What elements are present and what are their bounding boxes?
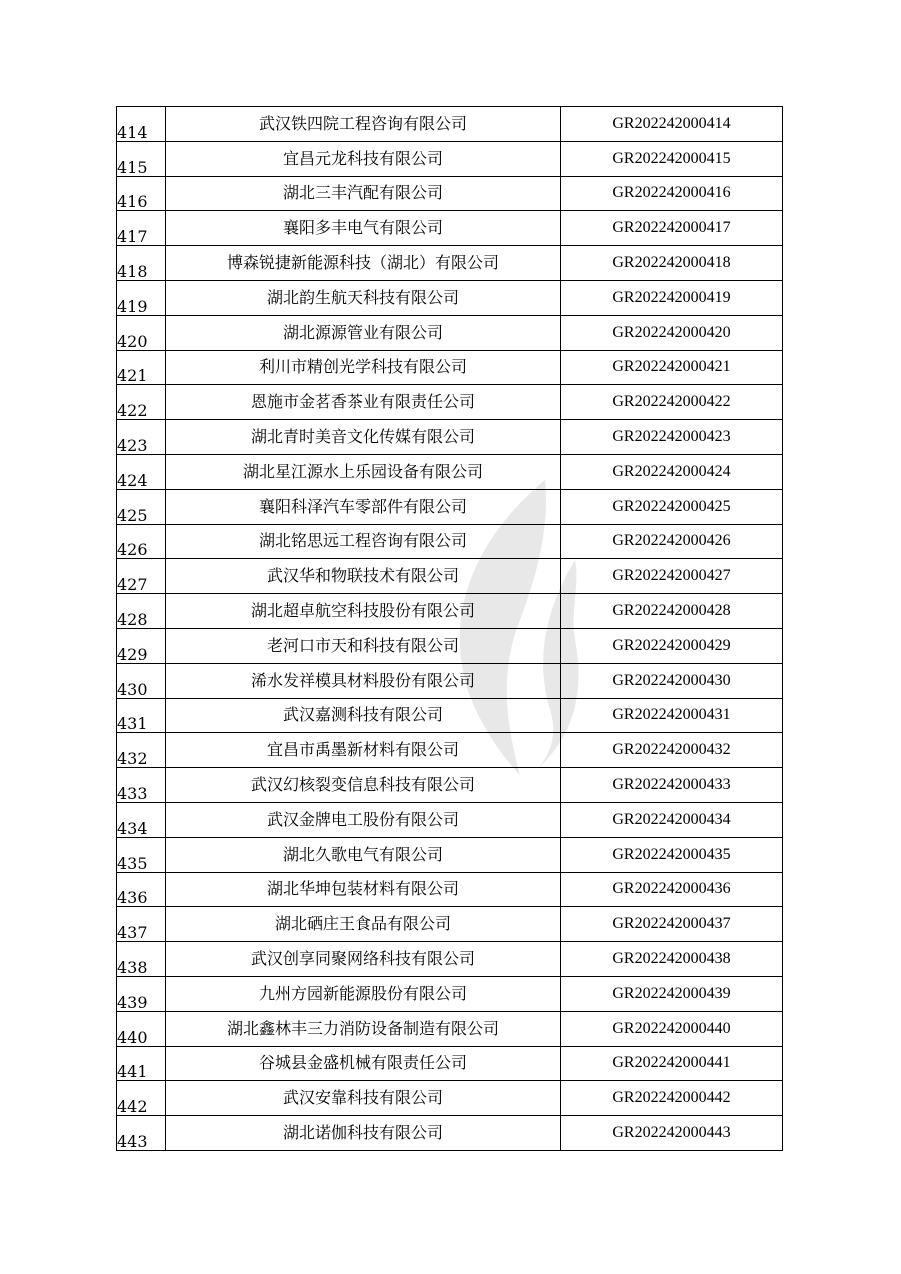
certificate-code: GR202242000442 <box>561 1081 783 1116</box>
certificate-code: GR202242000437 <box>561 907 783 942</box>
row-index: 419 <box>117 280 166 315</box>
table-row <box>117 1046 783 1081</box>
company-name: 博森锐捷新能源科技（湖北）有限公司 <box>166 246 561 281</box>
certificate-code: GR202242000430 <box>561 663 783 698</box>
company-name: 谷城县金盛机械有限责任公司 <box>166 1046 561 1081</box>
company-name: 浠水发祥模具材料股份有限公司 <box>166 663 561 698</box>
row-index: 415 <box>117 141 166 176</box>
company-name: 恩施市金茗香茶业有限责任公司 <box>166 385 561 420</box>
row-index: 429 <box>117 628 166 663</box>
table-row <box>117 976 783 1011</box>
company-name: 武汉金牌电工股份有限公司 <box>166 802 561 837</box>
row-index: 428 <box>117 594 166 629</box>
table-row <box>117 454 783 489</box>
certificate-code: GR202242000429 <box>561 628 783 663</box>
certificate-code: GR202242000422 <box>561 385 783 420</box>
row-index: 422 <box>117 385 166 420</box>
row-index: 418 <box>117 246 166 281</box>
certificate-code: GR202242000432 <box>561 733 783 768</box>
table-row <box>117 872 783 907</box>
table-row <box>117 663 783 698</box>
company-name: 襄阳科泽汽车零部件有限公司 <box>166 489 561 524</box>
certificate-code: GR202242000420 <box>561 315 783 350</box>
certificate-code: GR202242000425 <box>561 489 783 524</box>
table-row <box>117 107 783 142</box>
table-row <box>117 489 783 524</box>
row-index: 442 <box>117 1081 166 1116</box>
row-index: 420 <box>117 315 166 350</box>
company-name: 武汉华和物联技术有限公司 <box>166 559 561 594</box>
certificate-code: GR202242000421 <box>561 350 783 385</box>
table-row <box>117 698 783 733</box>
certificate-code: GR202242000439 <box>561 976 783 1011</box>
table-row <box>117 768 783 803</box>
row-index: 436 <box>117 872 166 907</box>
row-index: 421 <box>117 350 166 385</box>
table-row <box>117 594 783 629</box>
company-name: 湖北鑫林丰三力消防设备制造有限公司 <box>166 1011 561 1046</box>
company-name: 湖北青时美音文化传媒有限公司 <box>166 420 561 455</box>
row-index: 441 <box>117 1046 166 1081</box>
row-index: 435 <box>117 837 166 872</box>
company-name: 武汉创享同聚网络科技有限公司 <box>166 942 561 977</box>
table-row <box>117 628 783 663</box>
row-index: 425 <box>117 489 166 524</box>
company-name: 武汉幻核裂变信息科技有限公司 <box>166 768 561 803</box>
company-name: 武汉铁四院工程咨询有限公司 <box>166 107 561 142</box>
certificate-code: GR202242000423 <box>561 420 783 455</box>
table-row <box>117 1011 783 1046</box>
row-index: 426 <box>117 524 166 559</box>
certificate-code: GR202242000441 <box>561 1046 783 1081</box>
table-row <box>117 1116 783 1151</box>
company-name: 湖北硒庄王食品有限公司 <box>166 907 561 942</box>
certificate-code: GR202242000417 <box>561 211 783 246</box>
table-row <box>117 246 783 281</box>
certificate-code: GR202242000438 <box>561 942 783 977</box>
row-index: 439 <box>117 976 166 1011</box>
certificate-code: GR202242000427 <box>561 559 783 594</box>
row-index: 433 <box>117 768 166 803</box>
table-row <box>117 524 783 559</box>
table-row <box>117 942 783 977</box>
certificate-code: GR202242000414 <box>561 107 783 142</box>
company-name: 九州方园新能源股份有限公司 <box>166 976 561 1011</box>
certificate-code: GR202242000428 <box>561 594 783 629</box>
row-index: 423 <box>117 420 166 455</box>
table-row <box>117 350 783 385</box>
company-name: 湖北诺伽科技有限公司 <box>166 1116 561 1151</box>
row-index: 431 <box>117 698 166 733</box>
certificate-code: GR202242000434 <box>561 802 783 837</box>
company-name: 武汉嘉测科技有限公司 <box>166 698 561 733</box>
row-index: 432 <box>117 733 166 768</box>
table-row <box>117 385 783 420</box>
company-name: 湖北源源管业有限公司 <box>166 315 561 350</box>
row-index: 434 <box>117 802 166 837</box>
certificate-code: GR202242000416 <box>561 176 783 211</box>
row-index: 440 <box>117 1011 166 1046</box>
company-name: 湖北华坤包装材料有限公司 <box>166 872 561 907</box>
table-row <box>117 1081 783 1116</box>
company-name: 湖北铭思远工程咨询有限公司 <box>166 524 561 559</box>
table-row <box>117 211 783 246</box>
certificate-table <box>116 106 783 1151</box>
table-row <box>117 802 783 837</box>
table-row <box>117 907 783 942</box>
certificate-code: GR202242000443 <box>561 1116 783 1151</box>
company-name: 利川市精创光学科技有限公司 <box>166 350 561 385</box>
certificate-code: GR202242000415 <box>561 141 783 176</box>
row-index: 427 <box>117 559 166 594</box>
table-row <box>117 837 783 872</box>
company-name: 老河口市天和科技有限公司 <box>166 628 561 663</box>
certificate-code: GR202242000419 <box>561 280 783 315</box>
row-index: 443 <box>117 1116 166 1151</box>
company-name: 湖北久歌电气有限公司 <box>166 837 561 872</box>
table-row <box>117 559 783 594</box>
table-row <box>117 733 783 768</box>
table-row <box>117 176 783 211</box>
row-index: 430 <box>117 663 166 698</box>
row-index: 438 <box>117 942 166 977</box>
row-index: 424 <box>117 454 166 489</box>
company-name: 宜昌市禹墨新材料有限公司 <box>166 733 561 768</box>
certificate-code: GR202242000440 <box>561 1011 783 1046</box>
certificate-code: GR202242000426 <box>561 524 783 559</box>
company-name: 湖北韵生航天科技有限公司 <box>166 280 561 315</box>
certificate-code: GR202242000433 <box>561 768 783 803</box>
certificate-code: GR202242000424 <box>561 454 783 489</box>
certificate-code: GR202242000418 <box>561 246 783 281</box>
certificate-code: GR202242000436 <box>561 872 783 907</box>
company-name: 湖北三丰汽配有限公司 <box>166 176 561 211</box>
table-row <box>117 315 783 350</box>
company-name: 襄阳多丰电气有限公司 <box>166 211 561 246</box>
company-name: 湖北星江源水上乐园设备有限公司 <box>166 454 561 489</box>
table-row <box>117 141 783 176</box>
certificate-code: GR202242000431 <box>561 698 783 733</box>
table-row <box>117 280 783 315</box>
company-name: 武汉安靠科技有限公司 <box>166 1081 561 1116</box>
row-index: 437 <box>117 907 166 942</box>
table-row <box>117 420 783 455</box>
row-index: 416 <box>117 176 166 211</box>
company-name: 宜昌元龙科技有限公司 <box>166 141 561 176</box>
certificate-code: GR202242000435 <box>561 837 783 872</box>
row-index: 417 <box>117 211 166 246</box>
row-index: 414 <box>117 107 166 142</box>
company-name: 湖北超卓航空科技股份有限公司 <box>166 594 561 629</box>
